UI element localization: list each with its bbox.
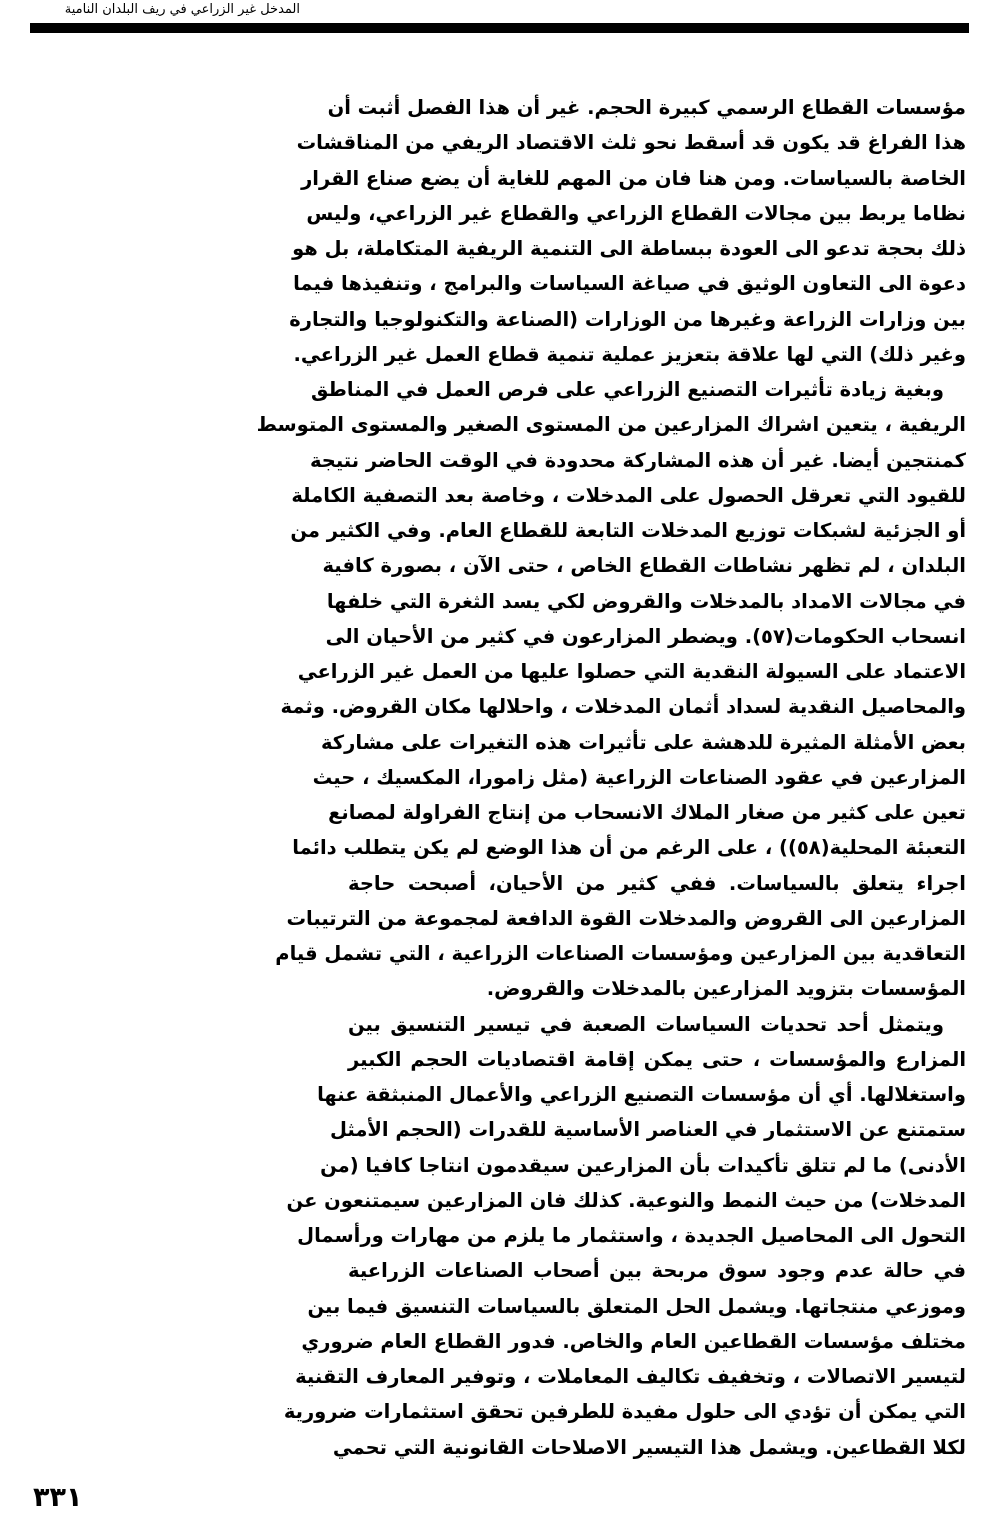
text-line: بعض الأمثلة المثيرة للدهشة على تأثيرات هذه التغيرات على مشاركة bbox=[320, 730, 966, 754]
header-rule bbox=[30, 23, 969, 33]
text-line: هذا الفراغ قد يكون قد أسقط نحو ثلث الاقتصاد الريفي من المناقشات bbox=[296, 131, 966, 155]
text-line: وغير ذلك) التي لها علاقة بتعزيز عملية تنمية قطاع العمل غير الزراعي. bbox=[293, 342, 966, 366]
body-text bbox=[256, 90, 966, 1465]
text-line: أو الجزئية لشبكات توزيع المدخلات التابعة للقطاع العام. وفي الكثير من bbox=[290, 519, 966, 542]
text-line: المزارعين الى القروض والمدخلات القوة الدافعة لمجموعة من الترتيبات bbox=[286, 906, 966, 930]
text-line: الأدنى) ما لم تتلق تأكيدات بأن المزارعين سيقدمون انتاجا كافيا (من bbox=[320, 1153, 966, 1177]
text-line: مختلف مؤسسات القطاعين العام والخاص. فدور القطاع العام ضروري bbox=[301, 1329, 966, 1353]
text-line: كمنتجين أيضا. غير أن هذه المشاركة محدودة في الوقت الحاضر نتيجة bbox=[309, 448, 966, 472]
text-line: للقيود التي تعرقل الحصول على المدخلات ، وخاصة بعد التصفية الكاملة bbox=[291, 483, 966, 507]
text-line: لتيسير الاتصالات ، وتخفيف تكاليف المعاملات ، وتوفير المعارف التقنية bbox=[295, 1365, 966, 1388]
text-line: الاعتماد على السيولة النقدية التي حصلوا عليها من العمل غير الزراعي bbox=[297, 660, 966, 683]
text-line: والمحاصيل النقدية لسداد أثمان المدخلات ، واحلالها مكان القروض. وثمة bbox=[280, 695, 966, 719]
text-line: انسحاب الحكومات(٥٧). ويضطر المزارعون في كثير من الأحيان الى bbox=[325, 624, 966, 648]
page-number: ٣٣١ bbox=[33, 1482, 83, 1513]
text-line: اجراء يتعلق بالسياسات. ففي كثير من الأحيان، أصبحت حاجة bbox=[348, 871, 966, 895]
text-line: تعين على كثير من صغار الملاك الانسحاب من إنتاج الفراولة لمصانع bbox=[328, 801, 966, 824]
text-line: المزارع والمؤسسات ، حتى يمكن إقامة اقتصاديات الحجم الكبير bbox=[348, 1047, 966, 1071]
text-line: الخاصة بالسياسات. ومن هنا فان من المهم للغاية أن يضع صناع القرار bbox=[301, 166, 966, 190]
text-line: ستمتنع عن الاستثمار في العناصر الأساسية للقدرات (الحجم الأمثل bbox=[329, 1118, 966, 1142]
text-line: المؤسسات بتزويد المزارعين بالمدخلات والقروض. bbox=[486, 977, 966, 1001]
text-line: المدخلات) من حيث النمط والنوعية. كذلك فان المزارعين سيمتنعون عن bbox=[286, 1188, 966, 1212]
running-header-title: المدخل غير الزراعي في ريف البلدان النامية bbox=[64, 2, 300, 17]
text-line: في حالة عدم وجود سوق مربحة بين أصحاب الصناعات الزراعية bbox=[348, 1259, 966, 1283]
text-line: واستغلالها. أي أن مؤسسات التصنيع الزراعي والأعمال المنبثقة عنها bbox=[317, 1083, 966, 1106]
text-line: التعاقدية بين المزارعين ومؤسسات الصناعات الزراعية ، التي تشمل قيام bbox=[275, 942, 966, 965]
text-line: التحول الى المحاصيل الجديدة ، واستثمار ما يلزم من مهارات ورأسمال bbox=[297, 1224, 966, 1247]
text-line: المزارعين في عقود الصناعات الزراعية (مثل زامورا، المكسيك ، حيث bbox=[312, 765, 966, 789]
text-line: دعوة الى التعاون الوثيق في صياغة السياسات والبرامج ، وتنفيذها فيما bbox=[293, 272, 966, 296]
text-line: الريفية ، يتعين اشراك المزارعين من المستوى الصغير والمستوى المتوسط bbox=[256, 413, 966, 437]
text-line: التعبئة المحلية(٥٨)) ، على الرغم من أن هذا الوضع لم يكن يتطلب دائما bbox=[292, 836, 966, 860]
text-line: في مجالات الامداد بالمدخلات والقروض لكي يسد الثغرة التي خلفها bbox=[326, 589, 966, 613]
text-line: وبغية زيادة تأثيرات التصنيع الزراعي على فرص العمل في المناطق bbox=[310, 378, 944, 401]
text-line: مؤسسات القطاع الرسمي كبيرة الحجم. غير أن هذا الفصل أثبت أن bbox=[327, 96, 966, 119]
text-line: وموزعي منتجاتها. ويشمل الحل المتعلق بالسياسات التنسيق فيما بين bbox=[307, 1294, 966, 1318]
text-line: البلدان ، لم تظهر نشاطات القطاع الخاص ، حتى الآن ، بصورة كافية bbox=[322, 554, 966, 578]
text-line: بين وزارات الزراعة وغيرها من الوزارات (الصناعة والتكنولوجيا والتجارة bbox=[289, 307, 966, 331]
text-line: التي يمكن أن تؤدي الى حلول مفيدة للطرفين تحقق استثمارات ضرورية bbox=[283, 1400, 966, 1424]
text-line: ذلك بحجة تدعو الى العودة ببساطة الى التنمية الريفية المتكاملة، بل هو bbox=[292, 237, 966, 260]
text-line: ويتمثل أحد تحديات السياسات الصعبة في تيسير التنسيق بين bbox=[348, 1012, 944, 1036]
text-line: نظاما يربط بين مجالات القطاع الزراعي والقطاع غير الزراعي، وليس bbox=[306, 201, 966, 225]
text-line: لكلا القطاعين. ويشمل هذا التيسير الاصلاحات القانونية التي تحمي bbox=[332, 1435, 966, 1459]
